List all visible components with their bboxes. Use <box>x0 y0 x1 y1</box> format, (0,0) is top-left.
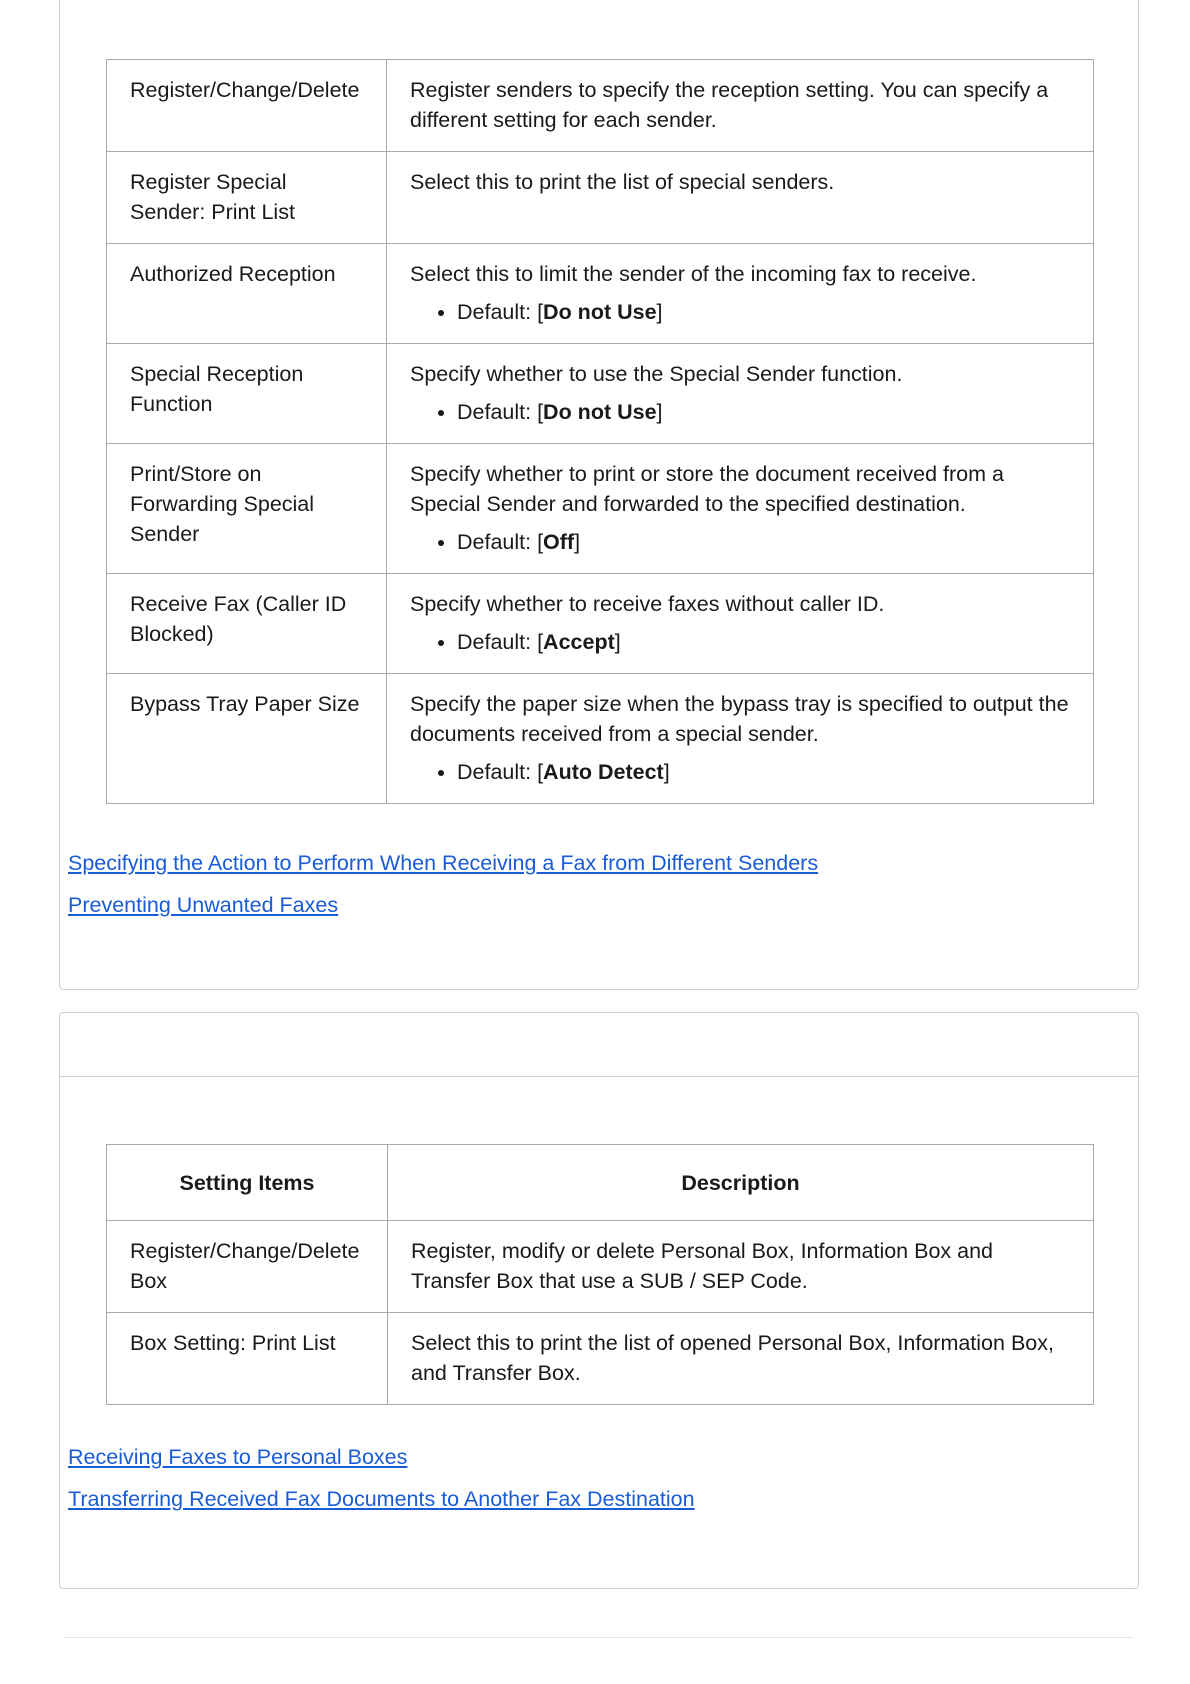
setting-item-cell: Register Special Sender: Print List <box>107 152 387 244</box>
default-list <box>410 627 1069 657</box>
default-list <box>410 757 1069 787</box>
column-header-setting-items: Setting Items <box>107 1145 388 1221</box>
column-header-description: Description <box>388 1145 1094 1221</box>
settings-table-1 <box>106 59 1094 804</box>
panel-header <box>60 1013 1138 1077</box>
description-text: Specify whether to use the Special Sender function. <box>410 362 903 386</box>
setting-item-cell: Register/Change/Delete Box <box>107 1221 388 1313</box>
default-value: • Default: [Do not Use] <box>457 397 1069 427</box>
table-row <box>107 444 1094 574</box>
link-receiving-faxes-personal-boxes[interactable]: Receiving Faxes to Personal Boxes <box>68 1445 408 1469</box>
setting-item-cell: Receive Fax (Caller ID Blocked) <box>107 574 387 674</box>
table-row <box>107 152 1094 244</box>
table-row <box>107 1313 1094 1405</box>
description-cell <box>387 344 1094 444</box>
related-links-2 <box>68 1436 695 1520</box>
setting-item-cell: Box Setting: Print List <box>107 1313 388 1405</box>
description-cell <box>387 60 1094 152</box>
default-value: • Default: [Off] <box>457 527 1069 557</box>
description-text: Select this to limit the sender of the incoming fax to receive. <box>410 262 977 286</box>
table-header-row <box>107 1145 1094 1221</box>
default-list <box>410 527 1069 557</box>
table-row <box>107 344 1094 444</box>
description-cell <box>387 152 1094 244</box>
description-cell: Select this to print the list of opened Personal Box, Information Box, and Transfer Box. <box>388 1313 1094 1405</box>
description-text: Specify whether to print or store the document received from a Special Sender and forwarded to the specified destination. <box>410 462 1004 516</box>
settings-table-2 <box>106 1144 1094 1405</box>
table-row <box>107 60 1094 152</box>
default-value: • Default: [Do not Use] <box>457 297 1069 327</box>
related-links-1 <box>68 842 818 926</box>
description-text: Select this to print the list of special senders. <box>410 170 835 194</box>
description-cell: Register, modify or delete Personal Box, Information Box and Transfer Box that use a SUB / SEP Code. <box>388 1221 1094 1313</box>
link-transferring-received-fax[interactable]: Transferring Received Fax Documents to Another Fax Destination <box>68 1487 695 1511</box>
table-row <box>107 1221 1094 1313</box>
table-row <box>107 674 1094 804</box>
setting-item-cell: Print/Store on Forwarding Special Sender <box>107 444 387 574</box>
default-list <box>410 397 1069 427</box>
setting-item-cell: Special Reception Function <box>107 344 387 444</box>
setting-item-cell: Authorized Reception <box>107 244 387 344</box>
table-row <box>107 574 1094 674</box>
link-specifying-action[interactable]: Specifying the Action to Perform When Receiving a Fax from Different Senders <box>68 851 819 875</box>
description-text: Specify whether to receive faxes without caller ID. <box>410 592 885 616</box>
description-cell <box>387 244 1094 344</box>
description-cell <box>387 674 1094 804</box>
setting-item-cell: Register/Change/Delete <box>107 60 387 152</box>
default-value: • Default: [Accept] <box>457 627 1069 657</box>
default-list <box>410 297 1069 327</box>
description-cell <box>387 574 1094 674</box>
default-value: • Default: [Auto Detect] <box>457 757 1069 787</box>
footer-divider <box>64 1637 1134 1638</box>
description-cell <box>387 444 1094 574</box>
link-preventing-unwanted-faxes[interactable]: Preventing Unwanted Faxes <box>68 893 339 917</box>
description-text: Register senders to specify the reception setting. You can specify a different setting for each sender. <box>410 78 1049 132</box>
description-text: Specify the paper size when the bypass tray is specified to output the documents received from a special sender. <box>410 692 1069 746</box>
setting-item-cell: Bypass Tray Paper Size <box>107 674 387 804</box>
table-row <box>107 244 1094 344</box>
